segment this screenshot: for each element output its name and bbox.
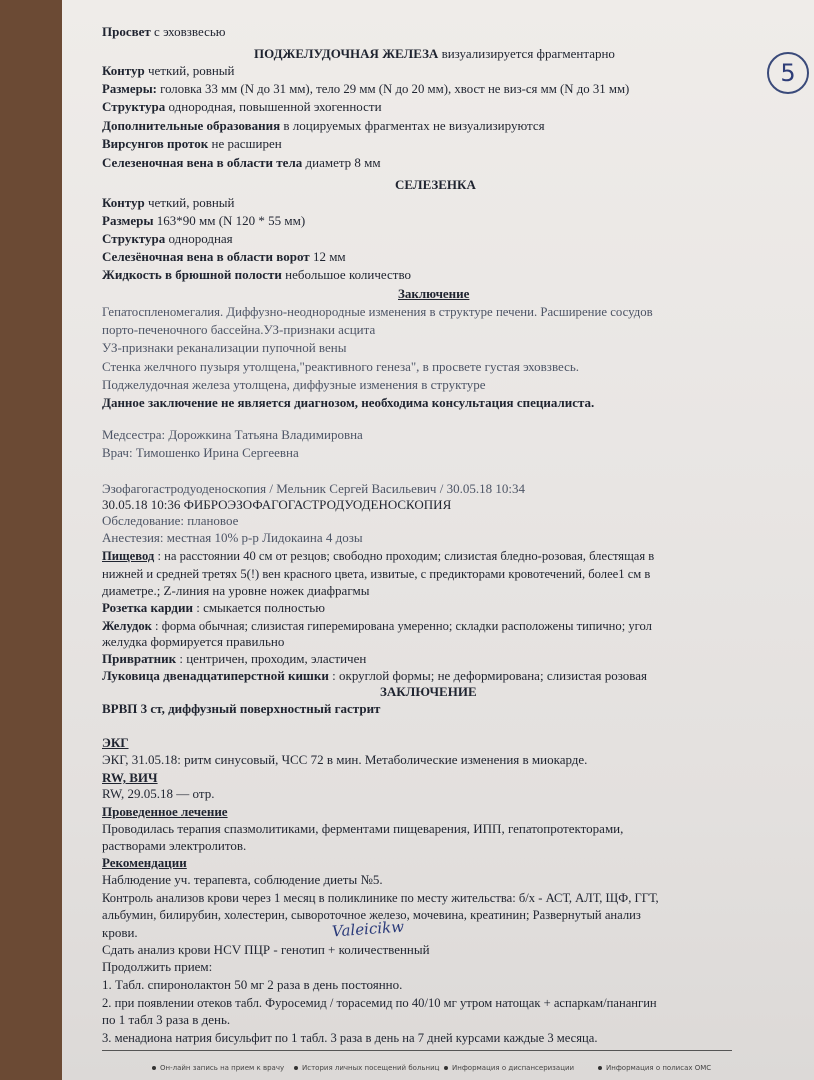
- text-line: ЭКГ, 31.05.18: ритм синусовый, ЧСС 72 в мин. Метаболические изменения в миокарде.: [102, 752, 588, 767]
- text-line: Привратник : центричен, проходим, эластичен: [102, 651, 367, 666]
- text-line: Размеры: головка 33 мм (N до 31 мм), тело 29 мм (N до 20 мм), хвост не виз-ся мм (N до 31 мм): [102, 82, 630, 96]
- text-line: Контур четкий, ровный: [102, 195, 235, 210]
- text-line: Желудок : форма обычная; слизистая гиперемирована умеренно; складки расположены типично; угол: [102, 619, 652, 633]
- text-line: Структура однородная: [102, 231, 233, 246]
- text-line: Наблюдение уч. терапевта, соблюдение диеты №5.: [102, 872, 383, 887]
- text-line: Вирсунгов проток не расширен: [102, 136, 282, 151]
- text-line: порто-печеночного бассейна.УЗ-признаки асцита: [102, 322, 376, 337]
- text-line: 3. менадиона натрия бисульфит по 1 табл. 3 раза в день на 7 дней курсами каждые 3 месяца.: [102, 1031, 598, 1045]
- text-line: диаметре.; Z-линия на уровне ножек диафрагмы: [102, 583, 370, 598]
- text-line: растворами электролитов.: [102, 838, 247, 853]
- text-line: по 1 табл 3 раза в день.: [102, 1012, 231, 1027]
- text-line: Структура однородная, повышенной эхогенности: [102, 99, 382, 114]
- text-line: Поджелудочная железа утолщена, диффузные изменения в структуре: [102, 377, 486, 392]
- conclusion-heading: Заключение: [398, 286, 470, 301]
- bullet-icon: [152, 1066, 156, 1070]
- footer-item: Информация о диспансеризации: [452, 1064, 575, 1072]
- bullet-icon: [598, 1066, 602, 1070]
- text-line: УЗ-признаки реканализации пупочной вены: [102, 340, 347, 355]
- text-line: Обследование: плановое: [102, 513, 239, 528]
- egd-conclusion-heading: ЗАКЛЮЧЕНИЕ: [380, 684, 477, 699]
- text-line: нижней и средней третях 5(!) вен красного цвета, извитые, с предикторами кровотечений, более1 см в: [102, 567, 651, 581]
- text-line: 1. Табл. спиронолактон 50 мг 2 раза в день постоянно.: [102, 977, 403, 992]
- text-line: Просвет с эховзвесью: [102, 24, 226, 39]
- text-line: крови.: [102, 925, 138, 940]
- text-line: Эзофагогастродуоденоскопия / Мельник Сергей Васильевич / 30.05.18 10:34: [102, 481, 525, 496]
- nurse-line: Медсестра: Дорожкина Татьяна Владимировна: [102, 427, 363, 442]
- footer-item: Информация о полисах ОМС: [606, 1064, 712, 1072]
- text-line: Размеры 163*90 мм (N 120 * 55 мм): [102, 213, 306, 228]
- text-line: Дополнительные образования в лоцируемых фрагментах не визуализируются: [102, 118, 545, 133]
- text-line: альбумин, билирубин, холестерин, сывороточное железо, мочевина, креатинин; Развернутый анализ: [102, 908, 641, 922]
- text-line: Контроль анализов крови через 1 месяц в поликлинике по месту жительства: б/х - АСТ, АЛТ, ЩФ, ГГТ,: [102, 891, 659, 905]
- text-line: Стенка желчного пузыря утолщена,"реактивного генеза", в просвете густая эховзвесь.: [102, 359, 580, 374]
- text-line: Пищевод : на расстоянии 40 см от резцов; свободно проходим; слизистая бледно-розовая, блестящая в: [102, 549, 655, 563]
- text-line: Жидкость в брюшной полости небольшое количество: [102, 267, 412, 282]
- rw-hiv-heading: RW, ВИЧ: [102, 770, 158, 785]
- handwritten-signature: Valeicikw: [331, 917, 405, 941]
- document-sheet: [62, 0, 814, 1080]
- section-heading-pancreas: ПОДЖЕЛУДОЧНАЯ ЖЕЛЕЗА визуализируется фрагментарно: [254, 46, 615, 61]
- treatment-heading: Проведенное лечение: [102, 804, 228, 819]
- text-line: Селезёночная вена в области ворот 12 мм: [102, 249, 346, 264]
- doctor-line: Врач: Тимошенко Ирина Сергеевна: [102, 445, 299, 460]
- text-line: Проводилась терапия спазмолитиками, ферментами пищеварения, ИПП, гепатопротекторами,: [102, 821, 624, 836]
- text-line: RW, 29.05.18 — отр.: [102, 786, 215, 801]
- ecg-heading: ЭКГ: [102, 735, 129, 750]
- egd-diagnosis: ВРВП 3 ст, диффузный поверхностный гастрит: [102, 701, 381, 716]
- section-heading-spleen: СЕЛЕЗЕНКА: [395, 177, 476, 192]
- footer-item: История личных посещений больниц: [302, 1064, 440, 1072]
- text-line: Гепатоспленомегалия. Диффузно-неоднородные изменения в структуре печени. Расширение сосудов: [102, 305, 653, 319]
- text-line: Продолжить прием:: [102, 959, 213, 974]
- bullet-icon: [444, 1066, 448, 1070]
- footer-divider: [102, 1050, 732, 1051]
- text-line: 2. при появлении отеков табл. Фуросемид / торасемид по 40/10 мг утром натощак + аспаркам/панангин: [102, 996, 657, 1010]
- footer-item: Он-лайн запись на прием к врачу: [160, 1064, 285, 1072]
- text-line: Контур четкий, ровный: [102, 63, 235, 78]
- disclaimer-line: Данное заключение не является диагнозом, необходима консультация специалиста.: [102, 395, 595, 410]
- text-line: Анестезия: местная 10% р-р Лидокаина 4 дозы: [102, 530, 363, 545]
- text-line: Сдать анализ крови HCV ПЦР - генотип + количественный: [102, 942, 430, 957]
- page-number-circle: 5: [767, 52, 809, 94]
- text-line: желудка формируется правильно: [102, 634, 285, 649]
- recommendations-heading: Рекомендации: [102, 855, 187, 870]
- text-line: 30.05.18 10:36 ФИБРОЭЗОФАГОГАСТРОДУОДЕНОСКОПИЯ: [102, 497, 452, 512]
- text-line: Селезеночная вена в области тела диаметр 8 мм: [102, 155, 381, 170]
- text-line: Луковица двенадцатиперстной кишки : округлой формы; не деформирована; слизистая розовая: [102, 668, 648, 683]
- text-line: Розетка кардии : смыкается полностью: [102, 600, 325, 615]
- bullet-icon: [294, 1066, 298, 1070]
